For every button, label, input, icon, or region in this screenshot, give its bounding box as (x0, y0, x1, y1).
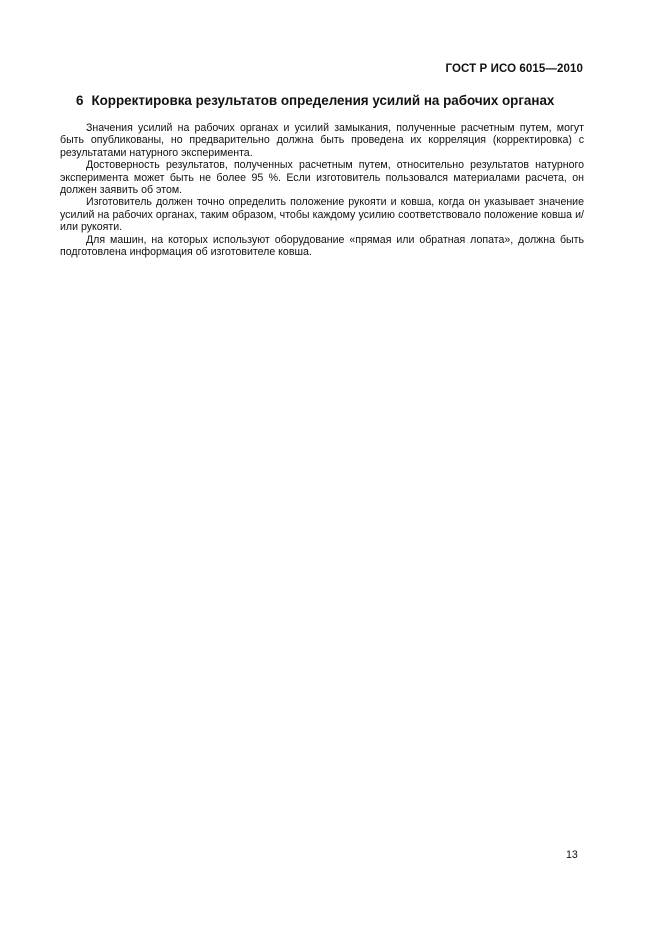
document-code: ГОСТ Р ИСО 6015—2010 (445, 63, 583, 75)
page-number: 13 (566, 849, 578, 861)
section-heading (76, 93, 554, 108)
section-body (60, 122, 584, 258)
paragraph: Изготовитель должен точно определить положение рукояти и ковша, когда он указывает значение усилий на рабочих органах, таким образом, чтобы каждому усилию соответствовало положение ковша и/или рукояти. (60, 196, 584, 234)
section-number: 6 (76, 93, 84, 108)
paragraph: Для машин, на которых используют оборудование «прямая или обратная лопата», должна быть подготовлена информация об изготовителе ковша. (60, 233, 584, 259)
section-title: Корректировка результатов определения усилий на рабочих органах (91, 93, 555, 108)
paragraph: Достоверность результатов, полученных расчетным путем, относительно результатов натурного эксперимента может быть не более 95 %. Если изготовитель пользовался материалами расчета, он должен заявить об этом. (60, 159, 584, 197)
paragraph: Значения усилий на рабочих органах и усилий замыкания, полученные расчетным путем, могут быть опубликованы, но предварительно должна быть проведена их корреляция (корректировка) с результатами натурного эксперимента. (60, 122, 584, 159)
